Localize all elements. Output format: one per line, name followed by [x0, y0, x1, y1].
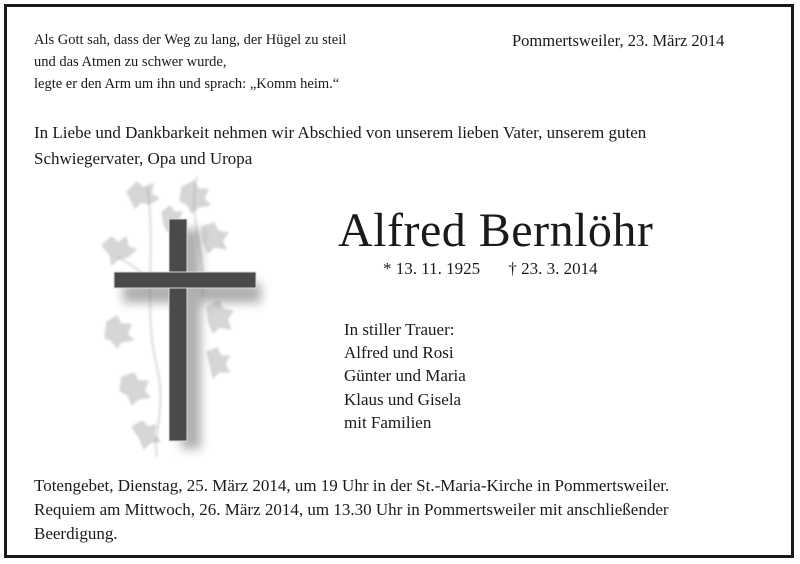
cross-with-ivy [87, 157, 287, 467]
cross-icon [87, 157, 287, 467]
birth-date: * 13. 11. 1925 [383, 259, 481, 278]
mourner-entry: Alfred und Rosi [344, 343, 454, 363]
mourners-list [344, 318, 466, 434]
life-dates [383, 259, 598, 279]
mourner-entry: Klaus und Gisela [344, 389, 462, 409]
mourner-entry: Günter und Maria [344, 366, 466, 386]
death-date: † 23. 3. 2014 [508, 259, 598, 278]
poem-verse [34, 29, 346, 95]
funeral-notice-line: Totengebet, Dienstag, 25. März 2014, um 19 Uhr in der St.-Maria-Kirche in Pommertsweiler. [34, 476, 670, 495]
ivy-leaves-decoration [102, 181, 233, 449]
obituary-card [4, 4, 794, 558]
mourners-heading: In stiller Trauer: [344, 320, 455, 339]
mourner-entry: mit Familien [344, 412, 432, 432]
deceased-name: Alfred Bernlöhr [338, 204, 654, 257]
poem-line-3: legte er den Arm um ihn und sprach: „Komm heim.“ [34, 76, 340, 92]
poem-line-2: und das Atmen zu schwer wurde, [34, 54, 227, 70]
place-date: Pommertsweiler, 23. März 2014 [512, 31, 725, 50]
funeral-notice-line: Requiem am Mittwoch, 26. März 2014, um 13.30 Uhr in Pommertsweiler mit anschließender [34, 500, 669, 519]
funeral-notice-line: Beerdigung. [34, 524, 118, 543]
poem-line-1: Als Gott sah, dass der Weg zu lang, der Hügel zu steil [34, 32, 347, 48]
funeral-notice [34, 474, 774, 546]
intro-text: In Liebe und Dankbarkeit nehmen wir Abschied von unserem lieben Vater, unserem guten Schwiegervater, Opa und Uropa [34, 123, 647, 168]
